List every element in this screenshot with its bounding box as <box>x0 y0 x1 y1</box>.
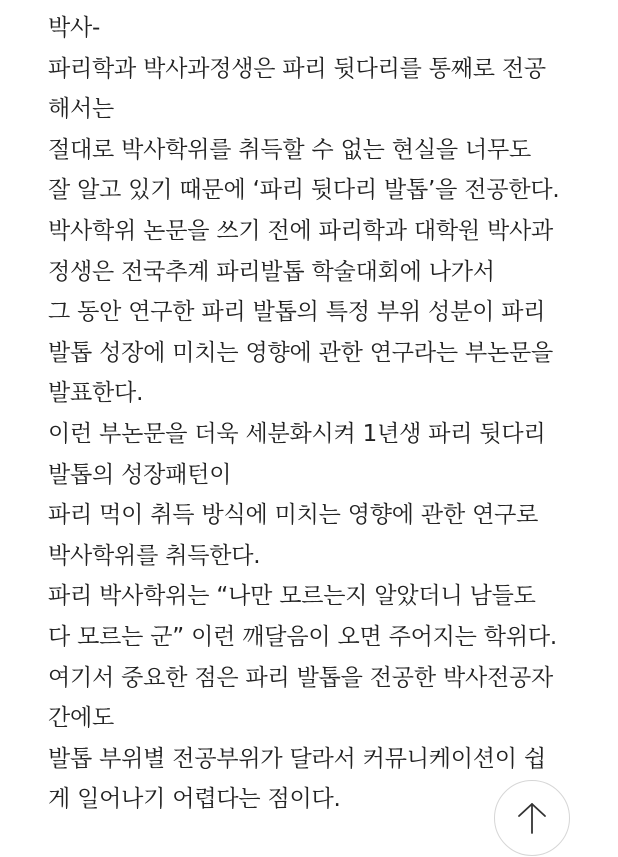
article-line: 다 모르는 군” 이런 깨달음이 오면 주어지는 학위다. <box>48 623 557 650</box>
article-body <box>48 8 608 820</box>
article-line: 간에도 <box>48 705 115 732</box>
article-line: 그 동안 연구한 파리 발톱의 특정 부위 성분이 파리 <box>48 299 546 326</box>
article-line: 박사학위 논문을 쓰기 전에 파리학과 대학원 박사과 <box>48 217 554 244</box>
article-line: 정생은 전국추계 파리발톱 학술대회에 나가서 <box>48 258 495 285</box>
article-line: 파리학과 박사과정생은 파리 뒷다리를 통째로 전공 <box>48 55 546 82</box>
article-line: 발톱 부위별 전공부위가 달라서 커뮤니케이션이 쉽 <box>48 745 546 772</box>
arrow-up-icon <box>516 801 548 835</box>
article-line: 박사학위를 취득한다. <box>48 542 261 569</box>
article-line: 절대로 박사학위를 취득할 수 없는 현실을 너무도 <box>48 136 532 163</box>
article-line: 해서는 <box>48 96 115 123</box>
article-line: 박사- <box>48 15 101 41</box>
article-line: 발톱의 성장패턴이 <box>48 461 232 488</box>
article-line: 잘 알고 있기 때문에 ‘파리 뒷다리 발톱’을 전공한다. <box>48 177 560 204</box>
article-line: 여기서 중요한 점은 파리 발톱을 전공한 박사전공자 <box>48 664 554 691</box>
article-line: 이런 부논문을 더욱 세분화시켜 1년생 파리 뒷다리 <box>48 420 546 447</box>
article-line: 발표한다. <box>48 380 144 407</box>
article-line: 발톱 성장에 미치는 영향에 관한 연구라는 부논문을 <box>48 339 554 366</box>
article-line: 게 일어나기 어렵다는 점이다. <box>48 786 341 813</box>
article-line: 파리 먹이 취득 방식에 미치는 영향에 관한 연구로 <box>48 502 539 529</box>
article-line: 파리 박사학위는 “나만 모르는지 알았더니 남들도 <box>48 583 536 610</box>
scroll-to-top-button[interactable] <box>494 780 570 856</box>
